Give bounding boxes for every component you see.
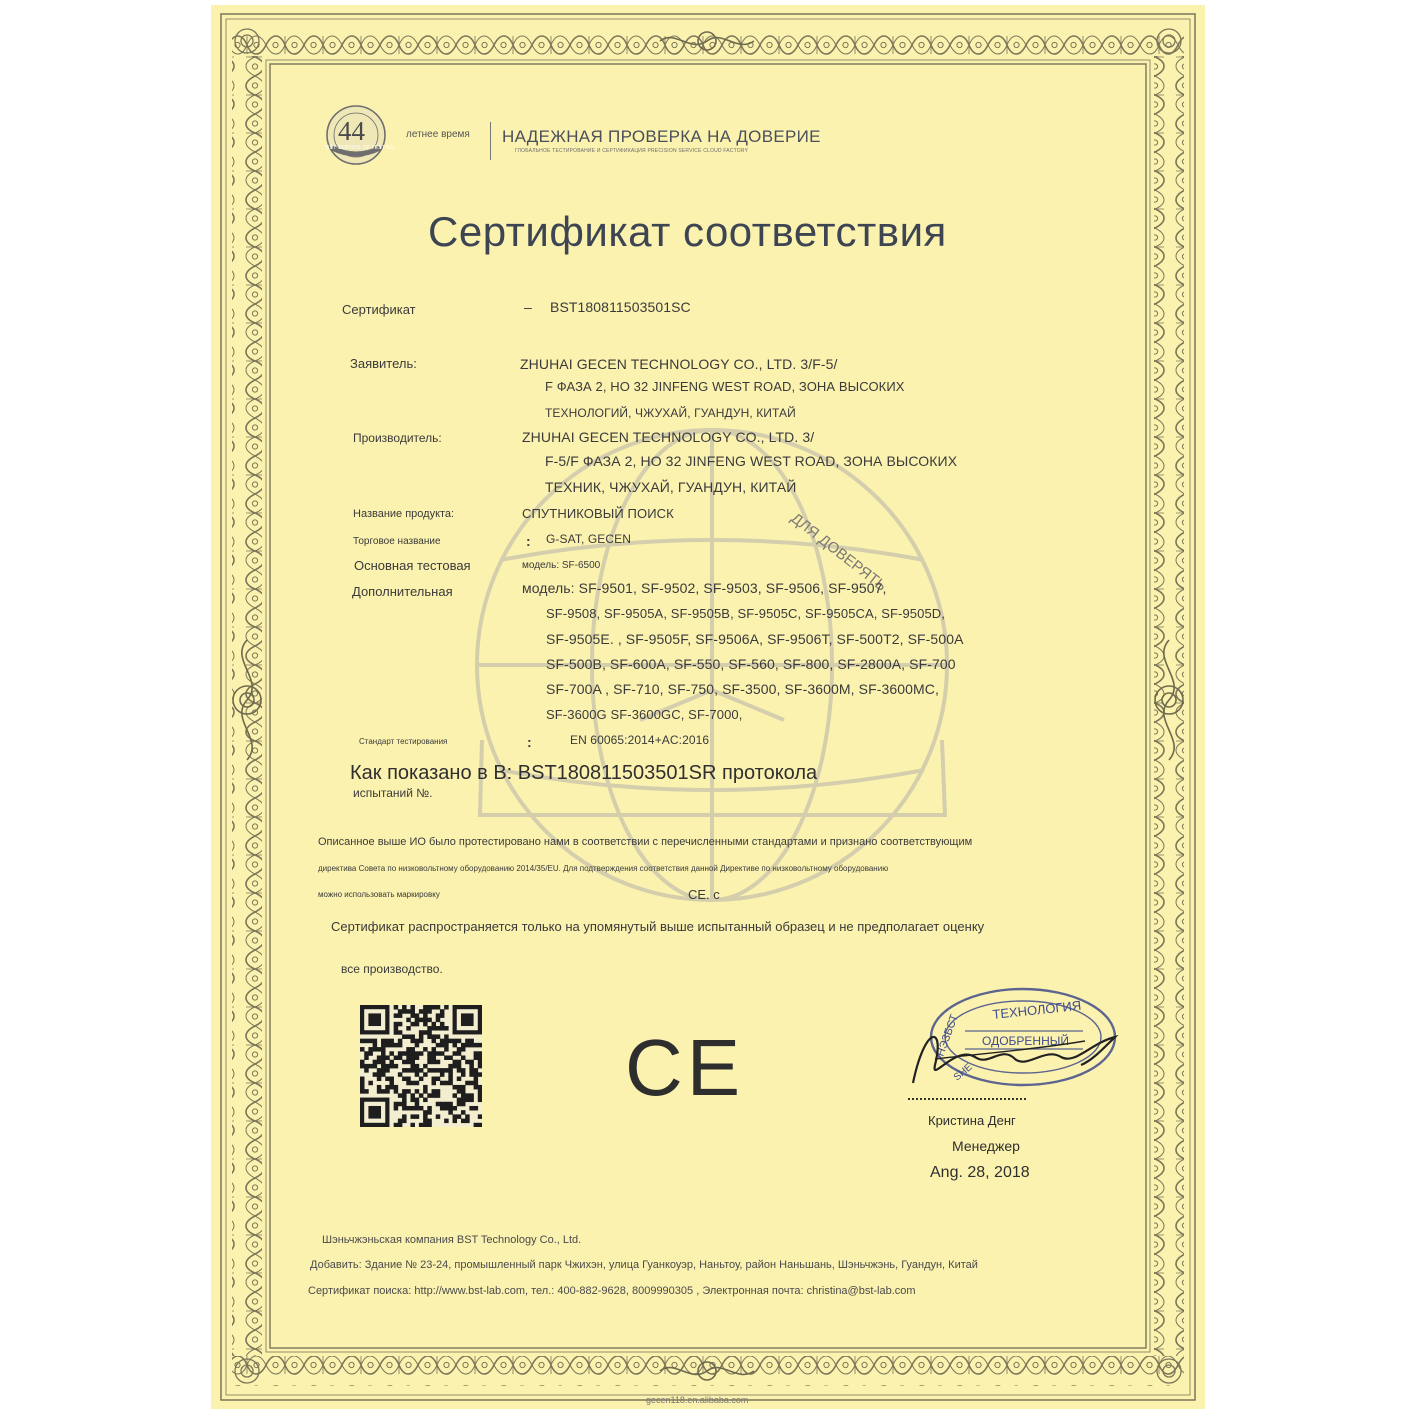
standard-label: Стандарт тестирования (359, 737, 448, 746)
logo-tagline-sub: ГЛОБАЛЬНОЕ ТЕСТИРОВАНИЕ И СЕРТИФИКАЦИЯ PRECISION SERVICE CLOUD FACTORY (515, 148, 749, 154)
additional-line-5: SF-700A , SF-710, SF-750, SF-3500, SF-3600M, SF-3600MC, (546, 681, 939, 697)
additional-line-6: SF-3600G SF-3600GC, SF-7000, (546, 707, 743, 722)
product-name: СПУТНИКОВЫЙ ПОИСК (522, 506, 674, 521)
manufacturer-line-2: F-5/F ФАЗА 2, НО 32 JINFENG WEST ROAD, ЗОНА ВЫСОКИХ (545, 453, 958, 469)
manufacturer-line-1: ZHUHAI GECEN TECHNOLOGY CO., LTD. 3/ (522, 429, 815, 445)
main-test-model: модель: SF-6500 (522, 560, 601, 571)
manufacturer-line-3: ТЕХНИК, ЧЖУХАЙ, ГУАНДУН, КИТАЙ (545, 479, 797, 495)
certificate-dash: – (524, 299, 532, 315)
company-stamp-icon (905, 985, 1125, 1100)
body-line-4: Сертификат распространяется только на упомянутый выше испытанный образец и не предполагает оценку (331, 919, 985, 934)
applicant-line-1: ZHUHAI GECEN TECHNOLOGY CO., LTD. 3/F-5/ (520, 356, 838, 372)
manufacturer-label: Производитель: (353, 431, 442, 445)
product-label: Название продукта: (353, 508, 455, 520)
body-line-1: Описанное выше ИО было протестировано нами в соответствии с перечисленными стандартами и признано соответствующим (318, 836, 973, 848)
badge-ring-text: BST SERVICE OF TESTING (326, 145, 395, 151)
footer-company: Шэньчжэньская компания BST Technology Co., Ltd. (322, 1234, 582, 1246)
test-standard: EN 60065:2014+AC:2016 (570, 733, 710, 747)
applicant-label: Заявитель: (350, 356, 417, 371)
signatory-name: Кристина Денг (928, 1113, 1016, 1128)
report-subline: испытаний №. (353, 786, 433, 800)
applicant-line-3: ТЕХНОЛОГИЙ, ЧЖУХАЙ, ГУАНДУН, КИТАЙ (545, 406, 796, 420)
logo-tagline: НАДЕЖНАЯ ПРОВЕРКА НА ДОВЕРИЕ (502, 127, 821, 146)
site-watermark: gecen118.en.alibaba.com (646, 1395, 749, 1405)
stamp-bottom-text: SHE (951, 1061, 975, 1084)
signatory-role: Менеджер (952, 1138, 1020, 1154)
additional-line-3: SF-9505E. , SF-9505F, SF-9506A, SF-9506T, SF-500T2, SF-500A (546, 631, 964, 647)
logo-divider (490, 122, 491, 160)
footer-contact: Сертификат поиска: http://www.bst-lab.com, тел.: 400-882-9628, 8009990305 , Электронная почта: christina@bst-lab.com (308, 1285, 916, 1297)
additional-line-1: модель: SF-9501, SF-9502, SF-9503, SF-9506, SF-9507, (522, 580, 887, 596)
main-test-label: Основная тестовая (354, 558, 471, 573)
trade-colon: : (526, 533, 531, 549)
body-line-2: директива Совета по низковольтному оборудованию 2014/35/EU. Для подтверждения соответствия данной Директиве по низковольтному оборудованию (318, 864, 889, 873)
ce-marking-text: CE. с (688, 887, 720, 902)
standard-colon: : (527, 734, 532, 750)
stamp-left-text: НЭЗБСТ (934, 1012, 961, 1059)
watermark-text: ДЛЯ ДОВЕРЯТЬ (787, 509, 890, 595)
additional-line-4: SF-500B, SF-600A, SF-550, SF-560, SF-800, SF-2800A, SF-700 (546, 656, 956, 672)
body-line-5: все производство. (341, 962, 443, 976)
applicant-line-2: F ФАЗА 2, НО 32 JINFENG WEST ROAD, ЗОНА ВЫСОКИХ (545, 379, 905, 394)
badge-number: 44 (338, 116, 365, 146)
qr-code-icon (360, 1005, 482, 1127)
signature-date: Ang. 28, 2018 (930, 1164, 1030, 1181)
report-line: Как показано в В: BST180811503501SR протокола (350, 762, 818, 784)
stamp-ring-text: ТЕХНОЛОГИЯ (991, 997, 1082, 1022)
footer-address: Добавить: Здание № 23-24, промышленный парк Чжихэн, улица Гуанкоуэр, Наньтоу, район Наньшань, Шэньчжэнь, Гуандун, Китай (310, 1259, 978, 1271)
additional-line-2: SF-9508, SF-9505A, SF-9505B, SF-9505C, SF-9505CA, SF-9505D, (546, 606, 945, 621)
trade-name: G-SAT, GECEN (546, 532, 631, 546)
certificate-number: BST180811503501SC (550, 299, 691, 315)
additional-label: Дополнительная (352, 584, 453, 599)
signature-line (908, 1098, 1026, 1100)
certificate-label: Сертификат (342, 302, 416, 317)
logo-subtitle: летнее время (406, 129, 470, 140)
body-line-3: можно использовать маркировку (318, 890, 440, 899)
trade-label: Торговое название (353, 536, 441, 547)
certificate-title: Сертификат соответствия (428, 208, 947, 255)
stamp-center-text: ОДОБРЕННЫЙ (982, 1034, 1069, 1048)
ce-mark: CE (625, 1023, 745, 1112)
